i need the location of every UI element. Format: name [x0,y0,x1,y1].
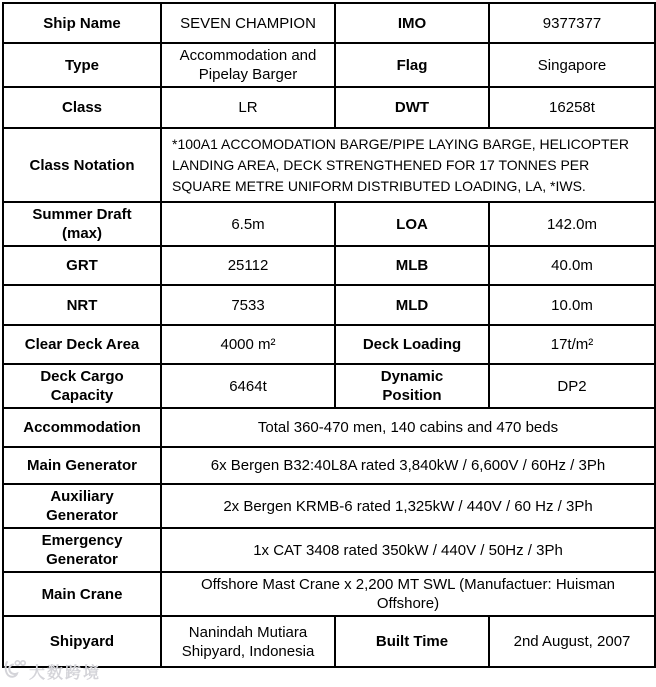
row-value: 9377377 [489,3,655,43]
row-label: IMO [335,3,489,43]
table-row-deck-cargo-capacity [3,364,655,408]
row-label: MLB [335,246,489,285]
table-row-summer-draft [3,202,655,246]
row-value: 25112 [161,246,335,285]
row-value: Nanindah Mutiara Shipyard, Indonesia [161,616,335,667]
ship-spec-table [2,2,656,668]
table-row-grt [3,246,655,285]
row-label: Built Time [335,616,489,667]
row-value: Total 360-470 men, 140 cabins and 470 beds [161,408,655,447]
table-row-type [3,43,655,87]
table-row-emergency-generator [3,528,655,572]
row-label: Deck Loading [335,325,489,364]
table-row-class-notation [3,128,655,202]
table-row-nrt [3,285,655,325]
row-label: Emergency Generator [3,528,161,572]
row-value: 2nd August, 2007 [489,616,655,667]
row-value: 6.5m [161,202,335,246]
row-value: 6464t [161,364,335,408]
row-label: NRT [3,285,161,325]
table-row-ship-name [3,3,655,43]
row-value: 142.0m [489,202,655,246]
row-value: 4000 m² [161,325,335,364]
row-label: GRT [3,246,161,285]
row-value: LR [161,87,335,128]
table-row-shipyard [3,616,655,667]
row-label: Clear Deck Area [3,325,161,364]
row-value: 40.0m [489,246,655,285]
table-row-auxiliary-generator [3,484,655,528]
row-value: 2x Bergen KRMB-6 rated 1,325kW / 440V / 60 Hz / 3Ph [161,484,655,528]
row-value: Accommodation and Pipelay Barger [161,43,335,87]
watermark-text: 大数跨境 [29,665,102,682]
table-row-main-crane [3,572,655,616]
row-value: 6x Bergen B32:40L8A rated 3,840kW / 6,600V / 60Hz / 3Ph [161,447,655,484]
table-row-clear-deck-area [3,325,655,364]
row-value: SEVEN CHAMPION [161,3,335,43]
row-label: Deck Cargo Capacity [3,364,161,408]
row-value: Offshore Mast Crane x 2,200 MT SWL (Manufactuer: Huisman Offshore) [161,572,655,616]
row-value: *100A1 ACCOMODATION BARGE/PIPE LAYING BARGE, HELICOPTER LANDING AREA, DECK STRENGTHENED FOR 17 TONNES PER SQUARE METRE UNIFORM DISTRIBUTED LOADING, LA, *IWS. [161,128,655,202]
row-label: Auxiliary Generator [3,484,161,528]
table-row-main-generator [3,447,655,484]
row-label: Accommodation [3,408,161,447]
row-label: Ship Name [3,3,161,43]
row-label: Class Notation [3,128,161,202]
table-row-accommodation [3,408,655,447]
row-value: 1x CAT 3408 rated 350kW / 440V / 50Hz / 3Ph [161,528,655,572]
row-label: Main Generator [3,447,161,484]
table-row-class [3,87,655,128]
row-label: Shipyard [3,616,161,667]
row-label: Class [3,87,161,128]
row-value: 16258t [489,87,655,128]
row-value: Singapore [489,43,655,87]
row-label: Main Crane [3,572,161,616]
row-label: Flag [335,43,489,87]
row-label: MLD [335,285,489,325]
row-value: DP2 [489,364,655,408]
row-label: LOA [335,202,489,246]
row-label: Type [3,43,161,87]
row-value: 10.0m [489,285,655,325]
row-label: DWT [335,87,489,128]
row-value: 7533 [161,285,335,325]
row-label: Summer Draft (max) [3,202,161,246]
row-value: 17t/m² [489,325,655,364]
row-label: Dynamic Position [335,364,489,408]
